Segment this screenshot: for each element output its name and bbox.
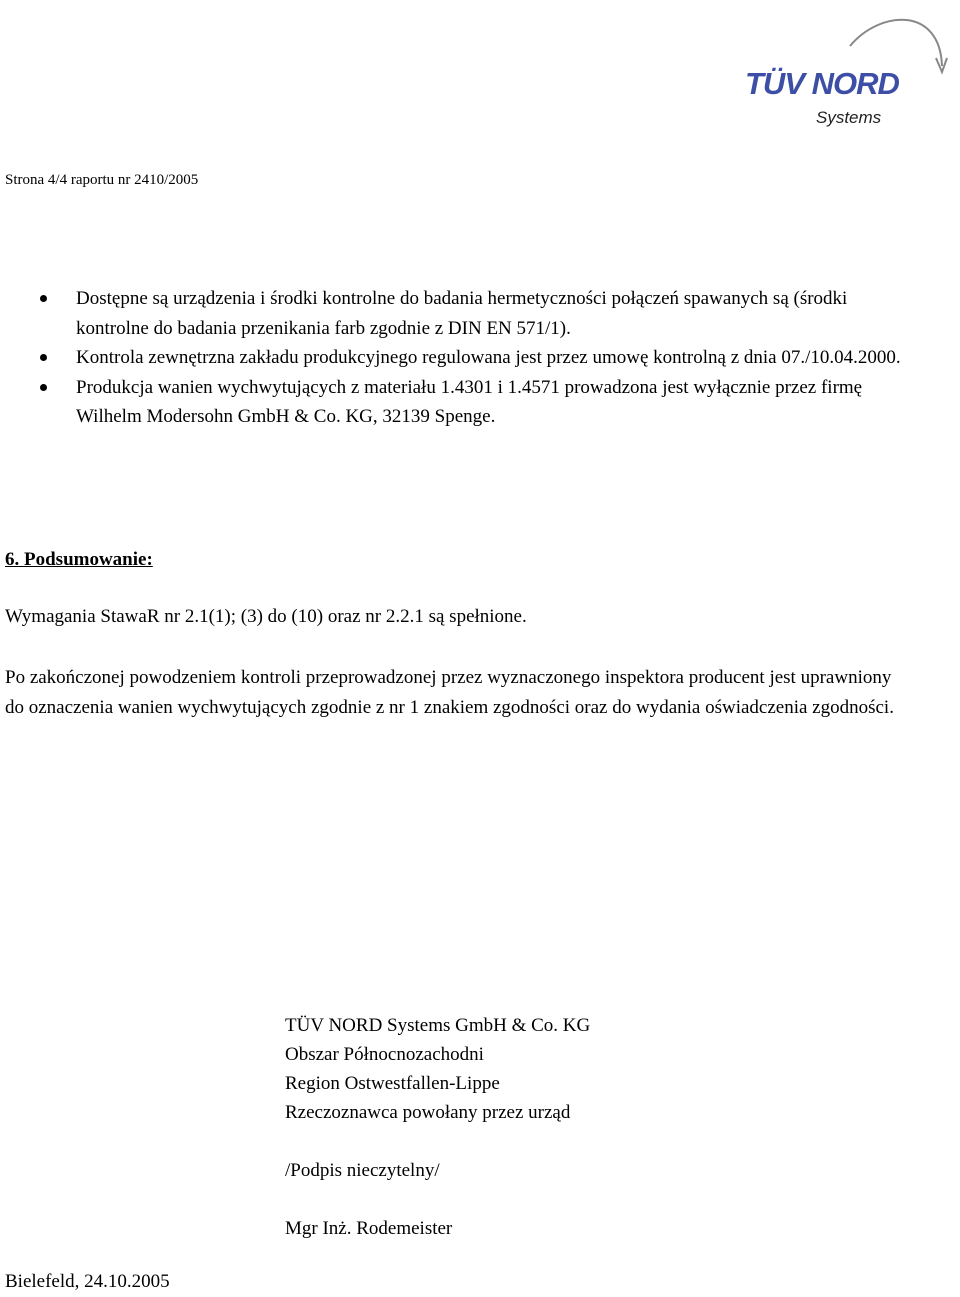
summary-paragraph: Po zakończonej powodzeniem kontroli przeprowadzonej przez wyznaczonego inspektora producent jest uprawniony do oznaczenia wanien wychwytujących zgodnie z nr 1 znakiem zgodności oraz do wydania oświadczenia zgodności. [5,667,894,718]
tuv-nord-logo [740,8,948,132]
page-header: Strona 4/4 raportu nr 2410/2005 [5,172,199,188]
list-item [40,343,920,373]
bullet-list [40,284,920,432]
bullet-icon [40,295,47,302]
list-item-text: Produkcja wanien wychwytujących z materiału 1.4301 i 1.4571 prowadzona jest wyłącznie przez firmę Wilhelm Modersohn GmbH & Co. KG, 32139 Spenge. [76,376,863,427]
logo-brand: TÜV NORD [745,66,899,101]
list-item-text: Kontrola zewnętrzna zakładu produkcyjnego regulowana jest przez umowę kontrolną z dnia 07./10.04.2000. [76,347,901,368]
signature-area: Obszar Północnozachodni [285,1044,484,1065]
signature-company: TÜV NORD Systems GmbH & Co. KG [285,1015,591,1036]
signature-region: Region Ostwestfallen-Lippe [285,1073,500,1094]
list-item-text: Dostępne są urządzenia i środki kontrolne do badania hermetyczności połączeń spawanych są (środki kontrolne do badania przenikania farb zgodnie z DIN EN 571/1). [76,288,848,339]
bullet-icon [40,384,47,391]
signature-note: /Podpis nieczytelny/ [285,1160,440,1181]
place-date: Bielefeld, 24.10.2005 [5,1271,170,1292]
list-item [40,373,920,432]
signature-block [285,1011,590,1243]
requirements-text: Wymagania StawaR nr 2.1(1); (3) do (10) oraz nr 2.2.1 są spełnione. [5,606,527,627]
signature-role: Rzeczoznawca powołany przez urząd [285,1102,571,1123]
signature-name: Mgr Inż. Rodemeister [285,1218,453,1239]
section-title: 6. Podsumowanie: [5,549,153,570]
logo-subtitle: Systems [816,108,882,127]
bullet-icon [40,354,47,361]
list-item [40,284,920,343]
